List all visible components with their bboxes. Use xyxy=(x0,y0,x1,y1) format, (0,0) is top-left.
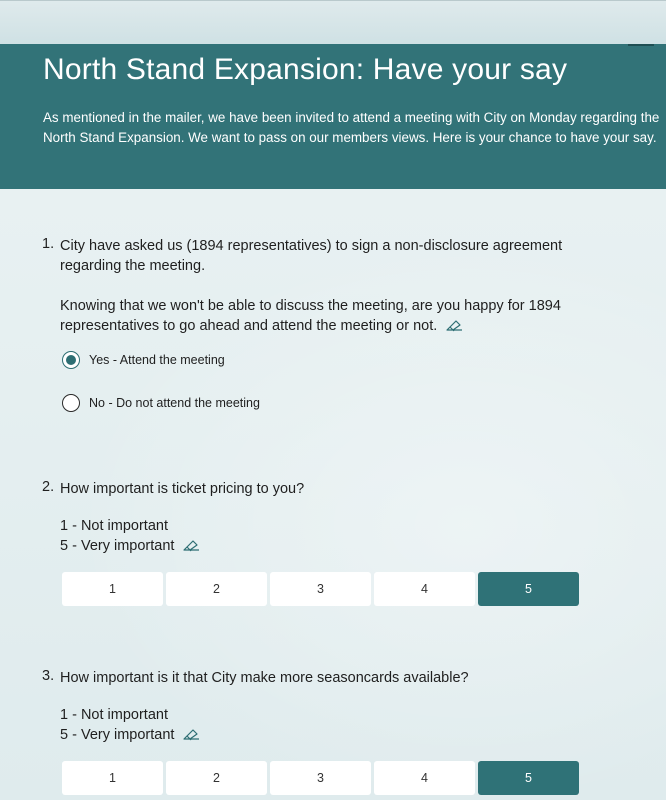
rating-option-1[interactable]: 1 xyxy=(62,761,163,795)
radio-selected[interactable] xyxy=(62,351,80,369)
scale-low-label: 1 - Not important xyxy=(60,707,168,723)
question-text: How important is ticket pricing to you? xyxy=(60,481,305,497)
question-text xyxy=(60,236,620,336)
scale-high-wrap xyxy=(60,725,200,745)
pencil-eraser-icon[interactable] xyxy=(445,318,463,332)
scale-high-label: 5 - Very important xyxy=(60,727,175,743)
scale-high-label: 5 - Very important xyxy=(60,538,175,554)
rating-option-2[interactable]: 2 xyxy=(166,761,267,795)
top-strip xyxy=(0,0,666,44)
rating-option-3[interactable]: 3 xyxy=(270,761,371,795)
option-label: Yes - Attend the meeting xyxy=(89,353,225,367)
rating-option-4[interactable]: 4 xyxy=(374,572,475,606)
rating-option-1[interactable]: 1 xyxy=(62,572,163,606)
rating-option-4[interactable]: 4 xyxy=(374,761,475,795)
form-description: As mentioned in the mailer, we have been invited to attend a meeting with City on Monday regarding the North Stand Expansion. We want to pass on our members views. Here is your chance to have your say. xyxy=(43,110,660,145)
rating-option-5[interactable]: 5 xyxy=(478,761,579,795)
question-number: 2. xyxy=(42,479,55,495)
option-label: No - Do not attend the meeting xyxy=(89,396,260,410)
header-corner-mark xyxy=(628,44,654,46)
option-yes[interactable] xyxy=(62,351,225,369)
question-text-para-1: City have asked us (1894 representatives) to sign a non-disclosure agreement regarding the meeting. xyxy=(60,238,563,274)
question-number: 1. xyxy=(42,236,55,252)
question-number: 3. xyxy=(42,668,55,684)
scale-high-wrap xyxy=(60,536,200,556)
rating-option-3[interactable]: 3 xyxy=(270,572,371,606)
question-text: How important is it that City make more seasoncards available? xyxy=(60,670,469,686)
rating-scale xyxy=(62,572,579,606)
question-text-para-2: Knowing that we won't be able to discuss the meeting, are you happy for 1894 representatives to go ahead and attend the meeting or not. xyxy=(60,298,561,334)
pencil-eraser-icon[interactable] xyxy=(182,538,200,552)
question-text-para-2-wrap xyxy=(60,296,620,336)
rating-option-2[interactable]: 2 xyxy=(166,572,267,606)
form-header xyxy=(0,44,666,189)
pencil-eraser-icon[interactable] xyxy=(182,727,200,741)
radio-unselected[interactable] xyxy=(62,394,80,412)
option-no[interactable] xyxy=(62,394,260,412)
form-body xyxy=(0,189,666,800)
scale-low-label: 1 - Not important xyxy=(60,518,168,534)
rating-scale xyxy=(62,761,579,795)
rating-option-5[interactable]: 5 xyxy=(478,572,579,606)
form-title: North Stand Expansion: Have your say xyxy=(43,53,568,86)
